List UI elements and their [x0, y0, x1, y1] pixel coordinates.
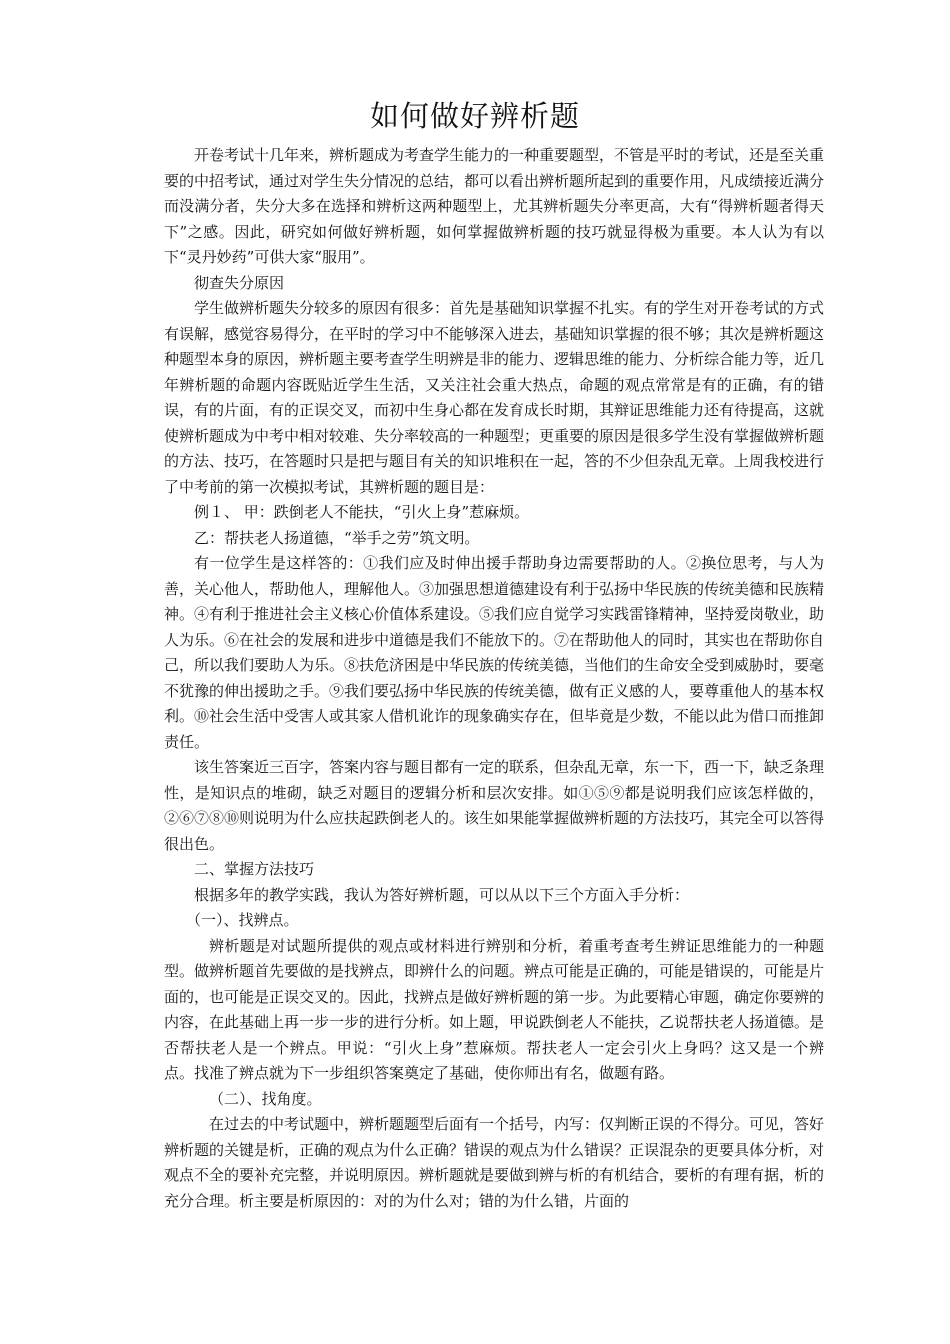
- section-heading-methods: 二、掌握方法技巧: [194, 860, 315, 878]
- subheading-find-point: （一）、找辨点。: [186, 911, 299, 929]
- paragraph-causes: 学生做辨析题失分较多的原因有很多：首先是基础知识掌握不扎实。有的学生对开卷考试的方式有误解，感觉容易得分，在平时的学习中不能够深入进去，基础知识掌握的很不够；其次是辨析题这种题型本身的原因，辨析题主要考查学生明辨是非的能力、逻辑思维的能力、分析综合能力等，近几年辨析题的命题内容既贴近学生生活，又关注社会重大热点，命题的观点常常是有的正确，有的错误，有的片面，有的正误交叉，而初中生身心都在发育成长时期，其辩证思维能力还有待提高，这就使辨析题成为中考中相对较难、失分率较高的一种题型；更重要的原因是很多学生没有掌握做辨析题的方法、技巧，在答题时只是把与题目有关的知识堆积在一起，答的不少但杂乱无章。上周我校进行了中考前的第一次模拟考试，其辨析题的题目是：: [164, 299, 825, 496]
- paragraph-methods-intro: 根据多年的教学实践，我认为答好辨析题，可以从以下三个方面入手分析：: [194, 885, 690, 904]
- document-body: [164, 143, 824, 1214]
- section-heading-causes: 彻查失分原因: [194, 273, 285, 292]
- paragraph-intro: 开卷考试十几年来，辨析题成为考查学生能力的一种重要题型，不管是平时的考试，还是至关重要的中招考试，通过对学生失分情况的总结，都可以看出辨析题所起到的重要作用，凡成绩接近满分而没满分者，失分大多在选择和辨析这两种题型上，尤其辨析题失分率更高，大有“得辨析题者得天下”之感。因此，研究如何做好辨析题，如何掌握做辨析题的技巧就显得极为重要。本人认为有以下“灵丹妙药”可供大家“服用”。: [164, 146, 825, 266]
- example-statement-b: 乙：帮扶老人扬道德，“举手之劳”筑文明。: [194, 528, 480, 547]
- paragraph-find-angle: 在过去的中考试题中，辨析题题型后面有一个括号，内写：仅判断正误的不得分。可见，答好辨析题的关键是析，正确的观点为什么正确？错误的观点为什么错误？正误混杂的更要具体分析，对观点不全的要补充完整，并说明原因。辨析题就是要做到辨与析的有机结合，要析的有理有据，析的充分合理。析主要是析原因的：对的为什么对；错的为什么错，片面的: [164, 1115, 825, 1210]
- document-title: 如何做好辨析题: [369, 99, 580, 133]
- paragraph-find-point: 辨析题是对试题所提供的观点或材料进行辨别和分析，着重考查考生辨证思维能力的一种题型。做辨析题首先要做的是找辨点，即辨什么的问题。辨点可能是正确的，可能是错误的，可能是片面的，也可能是正误交叉的。因此，找辨点是做好辨析题的第一步。为此要精心审题，确定你要辨的内容，在此基础上再一步一步的进行分析。如上题，甲说跌倒老人不能扶，乙说帮扶老人扬道德。是否帮扶老人是一个辨点。甲说：“引火上身”惹麻烦。帮扶老人一定会引火上身吗？这又是一个辨点。找准了辨点就为下一步组织答案奠定了基础，使你师出有名，做题有路。: [164, 936, 825, 1082]
- example-statement-a: 例１、 甲：跌倒老人不能扶，“引火上身”惹麻烦。: [194, 503, 530, 521]
- paragraph-answer-analysis: 该生答案近三百字，答案内容与题目都有一定的联系，但杂乱无章，东一下，西一下，缺乏条理性，是知识点的堆砌，缺乏对题目的逻辑分析和层次安排。如①⑤⑨都是说明我们应该怎样做的，②⑥⑦⑧⑩则说明为什么应扶起跌倒老人的。该生如果能掌握做辨析题的方法技巧，其完全可以答得很出色。: [164, 758, 825, 853]
- subheading-find-angle: （二）、找角度。: [209, 1089, 322, 1108]
- paragraph-student-answer: 有一位学生是这样答的：①我们应及时伸出援手帮助身边需要帮助的人。②换位思考，与人为善，关心他人，帮助他人，理解他人。③加强思想道德建设有利于弘扬中华民族的传统美德和民族精神。④有利于推进社会主义核心价值体系建设。⑤我们应自觉学习实践雷锋精神，坚持爱岗敬业，助人为乐。⑥在社会的发展和进步中道德是我们不能放下的。⑦在帮助他人的同时，其实也在帮助你自己，所以我们要助人为乐。⑧扶危济困是中华民族的传统美德，当他们的生命安全受到威胁时，要毫不犹豫的伸出援助之手。⑨我们要弘扬中华民族的传统美德，做有正义感的人，要尊重他人的基本权利。⑩社会生活中受害人或其家人借机讹诈的现象确实存在，但毕竟是少数，不能以此为借口而推卸责任。: [164, 554, 825, 751]
